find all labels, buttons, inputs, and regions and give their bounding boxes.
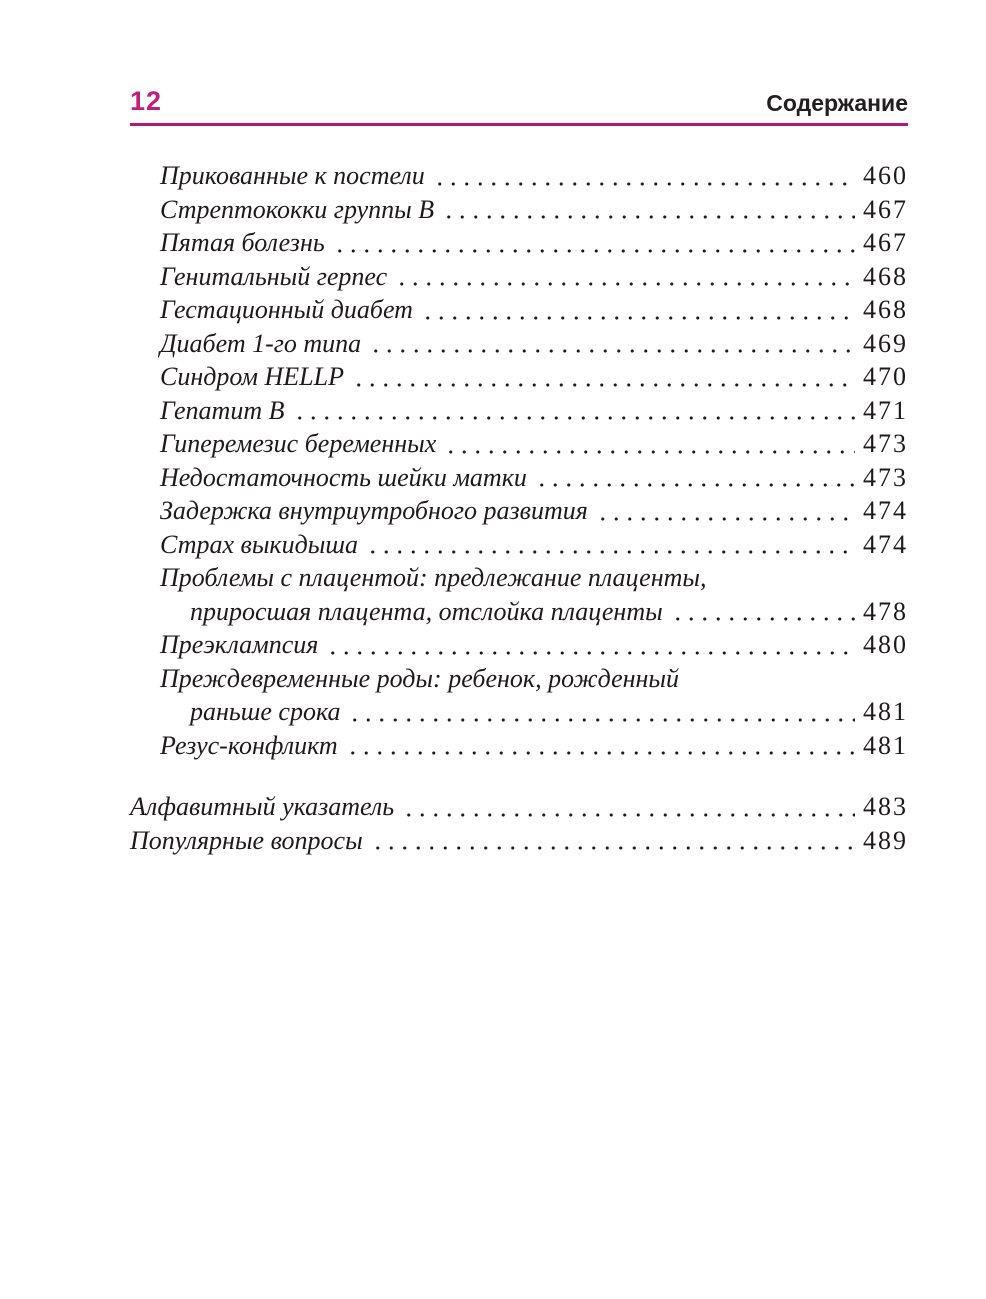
dot-leader bbox=[348, 695, 855, 729]
toc-entry-line bbox=[130, 226, 908, 260]
entry-page-number: 481 bbox=[863, 697, 908, 726]
entry-page-number: 481 bbox=[863, 730, 908, 760]
entry-page-number: 470 bbox=[863, 362, 908, 391]
dot-leader bbox=[293, 394, 856, 428]
dot-leader bbox=[326, 628, 855, 662]
dot-leader bbox=[369, 327, 855, 361]
toc-entry-line bbox=[130, 293, 908, 327]
dot-leader bbox=[442, 193, 855, 227]
toc-entry bbox=[130, 461, 908, 495]
entry-title: Гепатит В bbox=[160, 395, 285, 425]
toc-entry-line bbox=[130, 260, 908, 294]
page-header bbox=[130, 88, 908, 115]
toc-entry-line bbox=[130, 528, 908, 562]
toc-list bbox=[130, 159, 908, 762]
entry-page-number: 474 bbox=[863, 529, 908, 559]
entry-title: Стрептококки группы В bbox=[160, 194, 435, 224]
entry-page-number: 480 bbox=[863, 630, 908, 659]
toc-entry-line bbox=[130, 824, 908, 858]
toc-entry bbox=[130, 327, 908, 361]
entry-page-number: 467 bbox=[863, 194, 908, 224]
toc-entry bbox=[130, 226, 908, 260]
toc-entry bbox=[130, 494, 908, 528]
toc-entry-line bbox=[130, 327, 908, 361]
toc-entry bbox=[130, 662, 908, 729]
entry-title: приросшая плацента, отслойка плаценты bbox=[190, 596, 663, 626]
entry-title: Преждевременные роды: ребенок, рожденный bbox=[160, 663, 680, 693]
dot-leader bbox=[421, 293, 855, 327]
dot-leader bbox=[433, 159, 855, 193]
toc-entry-line bbox=[130, 360, 908, 394]
toc-entry bbox=[130, 193, 908, 227]
dot-leader bbox=[596, 494, 855, 528]
entry-title: Алфавитный указатель bbox=[130, 792, 395, 821]
entry-title: Диабет 1-го типа bbox=[160, 328, 362, 358]
entry-page-number: 489 bbox=[863, 825, 908, 855]
dot-leader bbox=[366, 528, 855, 562]
entry-page-number: 483 bbox=[863, 792, 908, 821]
entry-title: Прикованные к постели bbox=[160, 161, 425, 190]
entry-title: раньше срока bbox=[190, 697, 341, 726]
dot-leader bbox=[402, 790, 855, 824]
toc-entry bbox=[130, 260, 908, 294]
entry-title: Страх выкидыша bbox=[160, 529, 358, 559]
entry-title: Генитальный герпес bbox=[160, 261, 388, 291]
toc-entry-line bbox=[130, 427, 908, 461]
toc-entry-line bbox=[130, 494, 908, 528]
dot-leader bbox=[371, 824, 855, 858]
entry-title: Резус-конфликт bbox=[160, 730, 338, 760]
toc-entry-line bbox=[130, 662, 908, 696]
dot-leader bbox=[535, 461, 855, 495]
entry-page-number: 468 bbox=[863, 261, 908, 291]
toc-entry bbox=[130, 394, 908, 428]
header-rule bbox=[130, 123, 908, 126]
toc-entry-line bbox=[130, 695, 908, 729]
toc-entry bbox=[130, 790, 908, 824]
entry-title: Гиперемезис беременных bbox=[160, 429, 437, 458]
entry-title: Задержка внутриутробного развития bbox=[160, 496, 588, 525]
entry-title: Преэклампсия bbox=[160, 630, 319, 659]
entry-title: Проблемы с плацентой: предлежание плаценты, bbox=[160, 563, 707, 592]
toc-entry bbox=[130, 427, 908, 461]
toc-entry-line bbox=[130, 595, 908, 629]
toc-entry-line bbox=[130, 461, 908, 495]
dot-leader bbox=[352, 360, 855, 394]
toc-entry bbox=[130, 159, 908, 193]
page-number: 12 bbox=[130, 86, 163, 116]
entry-page-number: 469 bbox=[863, 328, 908, 358]
dot-leader bbox=[346, 729, 855, 763]
entry-title: Недостаточность шейки матки bbox=[160, 462, 527, 492]
entry-page-number: 473 bbox=[863, 462, 908, 492]
dot-leader bbox=[671, 595, 855, 629]
entry-page-number: 474 bbox=[863, 496, 908, 525]
toc-entry bbox=[130, 628, 908, 662]
entry-title: Синдром HELLP bbox=[160, 362, 344, 391]
toc-footer-list bbox=[130, 790, 908, 857]
toc-entry bbox=[130, 729, 908, 763]
entry-title: Гестационный диабет bbox=[160, 295, 413, 324]
entry-page-number: 473 bbox=[863, 429, 908, 458]
toc-entry-line bbox=[130, 159, 908, 193]
toc-entry bbox=[130, 293, 908, 327]
toc-entry-line bbox=[130, 394, 908, 428]
toc-entry-line bbox=[130, 193, 908, 227]
toc-entry-line bbox=[130, 628, 908, 662]
entry-title: Популярные вопросы bbox=[130, 825, 363, 855]
header-title: Содержание bbox=[766, 90, 908, 116]
toc-entry bbox=[130, 824, 908, 858]
entry-page-number: 460 bbox=[863, 161, 908, 190]
toc-entry bbox=[130, 360, 908, 394]
entry-page-number: 467 bbox=[863, 228, 908, 257]
toc-entry-line bbox=[130, 729, 908, 763]
toc-entry-line bbox=[130, 790, 908, 824]
dot-leader bbox=[444, 427, 855, 461]
entry-page-number: 471 bbox=[863, 395, 908, 425]
toc-entry bbox=[130, 561, 908, 628]
entry-title: Пятая болезнь bbox=[160, 228, 325, 257]
toc-entry bbox=[130, 528, 908, 562]
dot-leader bbox=[395, 260, 855, 294]
entry-page-number: 478 bbox=[863, 596, 908, 626]
toc-entry-line bbox=[130, 561, 908, 595]
entry-page-number: 468 bbox=[863, 295, 908, 324]
dot-leader bbox=[333, 226, 855, 260]
